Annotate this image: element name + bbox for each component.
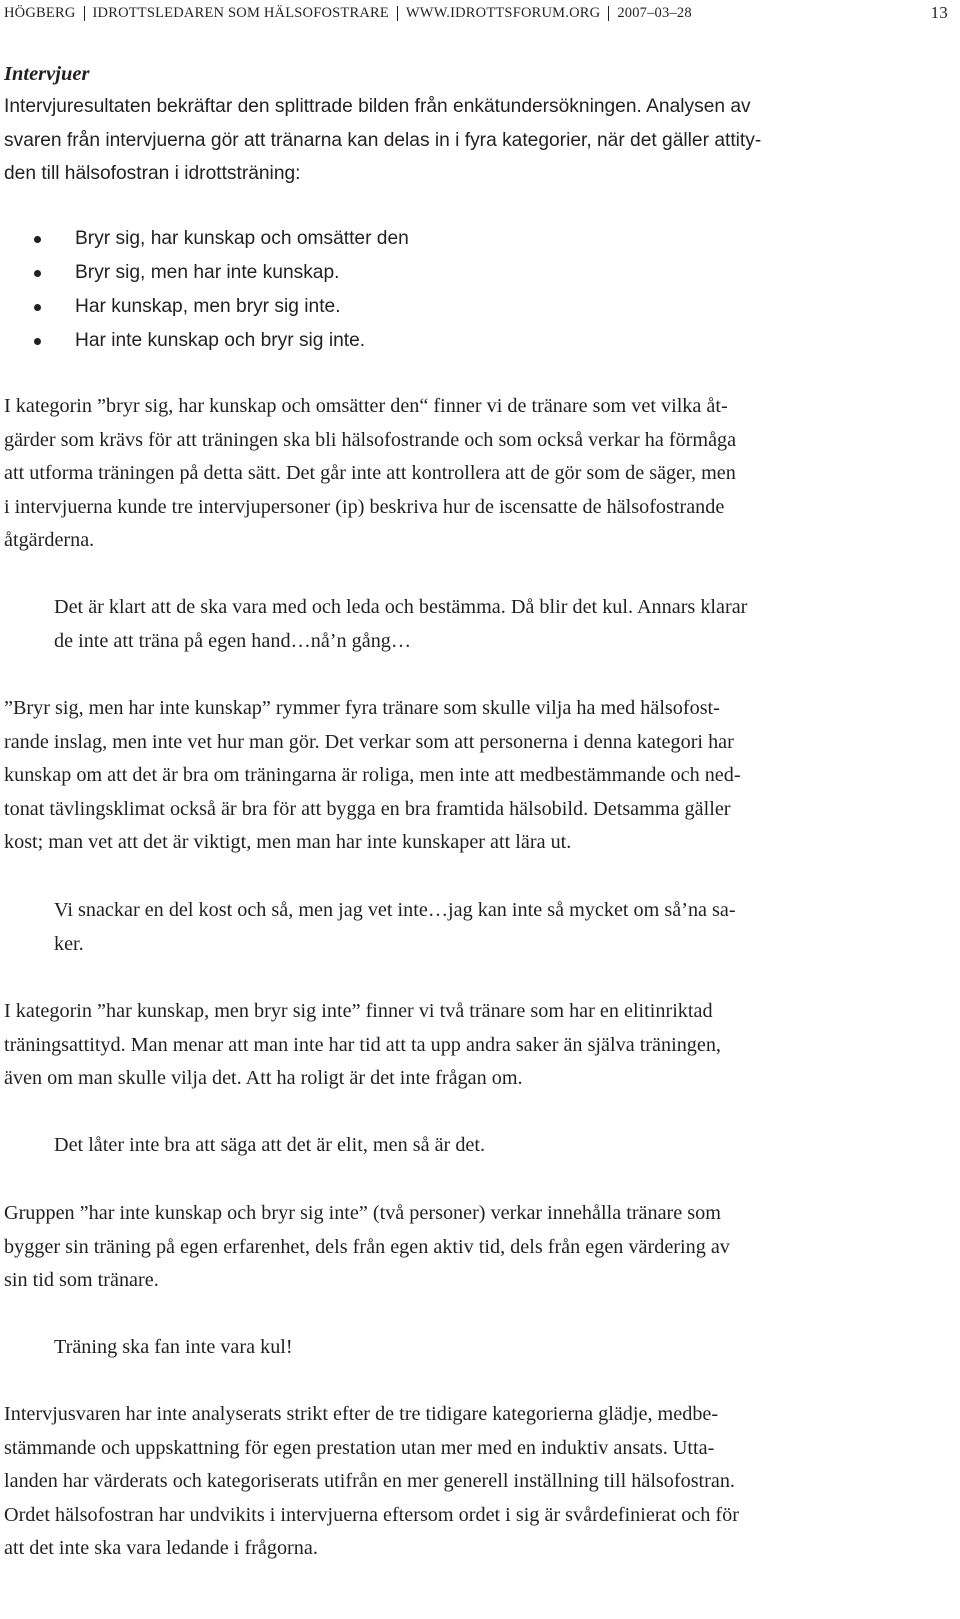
header-separator [84, 6, 85, 21]
text-line: att utforma träningen på detta sätt. Det går inte att kontrollera att de gör som de säger, men [4, 462, 736, 485]
intro-paragraph [4, 90, 924, 191]
header-author: HÖGBERG [4, 4, 76, 21]
text-line: rande inslag, men inte vet hur man gör. Det verkar som att personerna i denna kategori har [4, 730, 734, 753]
paragraph-5 [4, 1398, 924, 1566]
paragraph-3 [4, 995, 924, 1096]
text-line: Vi snackar en del kost och så, men jag vet inte…jag kan inte så mycket om så’na sa- [54, 899, 736, 921]
header-date: 2007–03–28 [617, 4, 692, 21]
text-line: Det låter inte bra att säga att det är elit, men så är det. [54, 1134, 486, 1156]
text-line: Träning ska fan inte vara kul! [54, 1336, 293, 1358]
bullet-icon [34, 338, 41, 345]
list-item: Bryr sig, har kunskap och omsätter den [34, 222, 409, 256]
text-line: Intervjusvaren har inte analyserats strikt efter de tre tidigare kategorierna glädje, medbe- [4, 1403, 719, 1425]
text-line: Intervjuresultaten bekräftar den splittrade bilden från enkätundersökningen. Analysen av [4, 96, 751, 117]
page-number: 13 [930, 3, 948, 22]
header-separator [397, 6, 398, 21]
text-line: tonat tävlingsklimat också är bra för att bygga en bra framtida hälsobild. Detsamma gäller [4, 797, 731, 820]
category-list [34, 222, 409, 358]
text-line: landen har värderats och kategoriserats utifrån en mer generell inställning till hälsofostran. [4, 1470, 735, 1493]
text-line: träningsattityd. Man menar att man inte har tid att ta upp andra saker än själva träningen, [4, 1033, 721, 1056]
text-line: även om man skulle vilja det. Att ha roligt är det inte frågan om. [4, 1067, 523, 1090]
header-title: IDROTTSLEDAREN SOM HÄLSOFOSTRARE [92, 4, 389, 21]
paragraph-2 [4, 692, 924, 860]
text-line: kunskap om att det är bra om träningarna är roliga, men inte att medbestämmande och ned- [4, 764, 741, 787]
interview-quote-3 [54, 1129, 924, 1163]
list-item: Bryr sig, men har inte kunskap. [34, 256, 409, 290]
text-line: svaren från intervjuerna gör att tränarna kan delas in i fyra kategorier, när det gäller attity- [4, 129, 762, 151]
text-line: åtgärderna. [4, 529, 95, 552]
text-line: att det inte ska vara ledande i frågorna. [4, 1537, 318, 1560]
paragraph-4 [4, 1197, 924, 1298]
text-line: de inte att träna på egen hand…nå’n gång… [54, 629, 412, 652]
text-line: Ordet hälsofostran har undvikits i intervjuerna eftersom ordet i sig är svårdefinierat och för [4, 1503, 739, 1526]
text-line: I kategorin ”bryr sig, har kunskap och omsätter den“ finner vi de tränare som vet vilka åt- [4, 395, 728, 417]
bullet-icon [34, 270, 41, 277]
text-line: kost; man vet att det är viktigt, men man har inte kunskaper att lära ut. [4, 831, 572, 854]
text-line: Gruppen ”har inte kunskap och bryr sig inte” (två personer) verkar innehålla tränare som [4, 1202, 721, 1224]
interview-quote-4 [54, 1331, 924, 1365]
text-line: den till hälsofostran i idrottsträning: [4, 163, 301, 185]
text-line: gärder som krävs för att träningen ska bli hälsofostrande och som också verkar ha förmåga [4, 428, 737, 451]
list-item: Har inte kunskap och bryr sig inte. [34, 324, 409, 358]
section-heading: Intervjuer [4, 63, 90, 85]
text-line: ”Bryr sig, men har inte kunskap” rymmer fyra tränare som skulle vilja ha med hälsofost- [4, 697, 720, 719]
text-line: i intervjuerna kunde tre intervjupersoner (ip) beskriva hur de iscensatte de hälsofostrande [4, 495, 725, 518]
header-separator [608, 6, 609, 21]
running-title [4, 5, 692, 22]
interview-quote-1 [54, 591, 924, 658]
text-line: stämmande och uppskattning för egen prestation utan mer med en induktiv ansats. Utta- [4, 1436, 715, 1459]
text-line: sin tid som tränare. [4, 1269, 159, 1292]
text-line: bygger sin träning på egen erfarenhet, dels från egen aktiv tid, dels från egen värdering av [4, 1235, 730, 1258]
bullet-icon [34, 236, 41, 243]
running-header [4, 0, 948, 26]
text-line: I kategorin ”har kunskap, men bryr sig inte” finner vi två tränare som har en elitinriktad [4, 1000, 713, 1022]
text-line: Det är klart att de ska vara med och leda och bestämma. Då blir det kul. Annars klarar [54, 596, 748, 618]
bullet-icon [34, 304, 41, 311]
list-item: Har kunskap, men bryr sig inte. [34, 290, 409, 324]
text-line: ker. [54, 932, 84, 955]
interview-quote-2 [54, 894, 924, 961]
header-site: WWW.IDROTTSFORUM.ORG [405, 4, 601, 21]
paragraph-1 [4, 390, 924, 558]
